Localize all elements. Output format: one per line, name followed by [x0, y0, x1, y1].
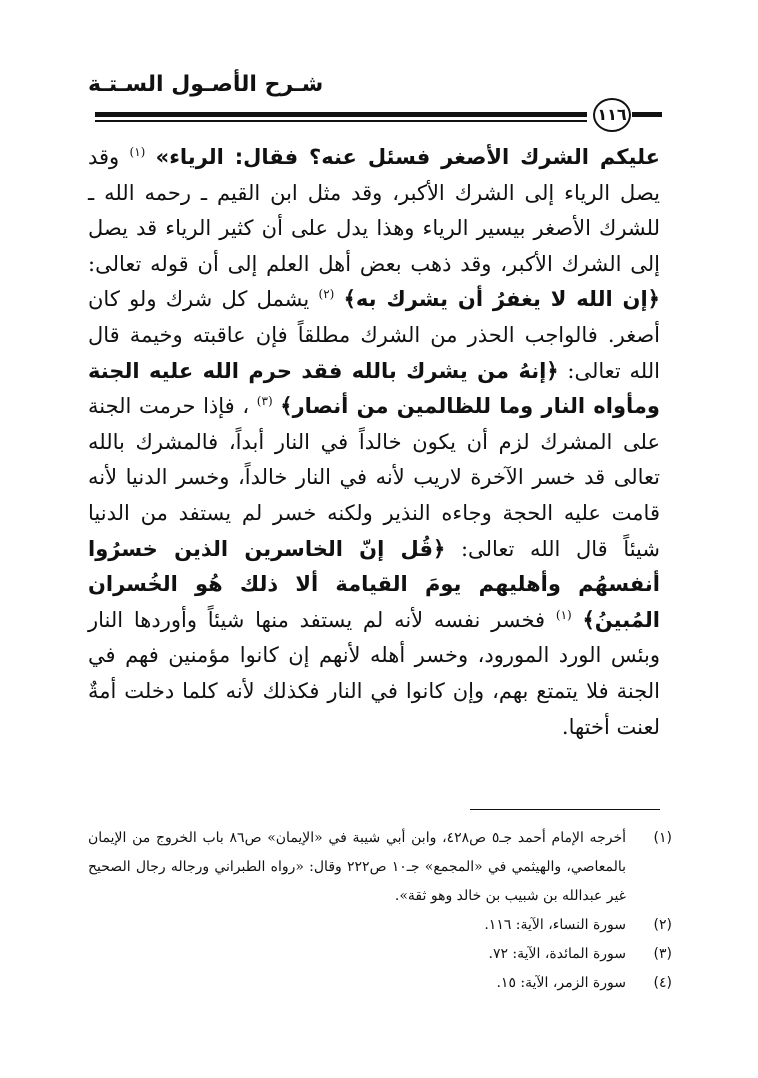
- hadith-text: عليكم الشرك الأصغر فسئل عنه؟ فقال: الرياء»: [155, 145, 660, 169]
- paragraph: [88, 140, 660, 745]
- main-text: [88, 140, 660, 745]
- footnote-ref: (٣): [256, 394, 273, 409]
- quran-verse: ﴿إنهُ من يشرك بالله فقد حرم الله عليه الجنة ومأواه النار وما للظالمين من أنصار﴾: [88, 358, 660, 419]
- footnote-text: سورة المائدة، الآية: ٧٢.: [488, 946, 626, 962]
- running-header-title: شـرح الأصـول السـتـة: [88, 72, 324, 97]
- header-rule-thin: [95, 120, 587, 122]
- footnote-text: سورة النساء، الآية: ١١٦.: [484, 917, 626, 933]
- text-segment: فخسر نفسه لأنه لم يستفد منها شيئاً وأوردها النار وبئس الورد المورود، وخسر أهله لأنهم إن كانوا مؤمنين فهم في الجنة فلا يتمتع بهم، وإن كانوا في النار فكذلك لأنه كلما دخلت أمةٌ لعنت أختها.: [88, 607, 660, 739]
- footnote-text: سورة الزمر، الآية: ١٥.: [496, 975, 626, 991]
- text-segment: يشمل كل شرك ولو كان أصغر. فالواجب الحذر من الشرك مطلقاً فإن عاقبته وخيمة قال الله تعالى:: [88, 287, 660, 383]
- text-segment: وقد يصل الرياء إلى الشرك الأكبر، وقد مثل ابن القيم ـ رحمه الله ـ للشرك الأصغر بيسير الرياء وهذا يدل على أن كثير الرياء قد يصل إلى الشرك الأكبر، وقد ذهب بعض أهل العلم إلى أن قوله تعالى:: [88, 145, 660, 276]
- page-number-tail: [632, 112, 662, 117]
- quran-verse: ﴿إن الله لا يغفرُ أن يشرك به﴾: [343, 287, 660, 312]
- footnotes: [88, 824, 672, 998]
- footnote-ref: (١): [555, 607, 572, 622]
- footnote: [88, 940, 672, 969]
- quran-verse: ﴿قُل إنّ الخاسرين الذين خسرُوا أنفسهُم وأهليهم يومَ القيامة ألا ذلك هُو الخُسران المُبينُ﴾: [88, 536, 660, 632]
- footnote-number: (٤): [653, 975, 672, 991]
- page-number: ١١٦: [593, 98, 631, 132]
- footnote-number: (٣): [653, 946, 672, 962]
- footnote-ref: (٢): [318, 287, 335, 302]
- footnote-ref: (١): [129, 145, 146, 159]
- footnote: [88, 824, 672, 911]
- footnote: [88, 911, 672, 940]
- footnote-number: (١): [653, 830, 672, 846]
- footnote-divider: [470, 809, 660, 810]
- footnote: [88, 969, 672, 998]
- text-segment: ، فإذا حرمت الجنة على المشرك لزم أن يكون خالداً في النار أبداً، فالمشرك بالله تعالى قد خسر الآخرة لاريب لأنه في النار خالداً، وخسر الدنيا لأنه قامت عليه الحجة وجاءه النذير ولكنه خسر لم يستفد من الدنيا شيئاً قال الله تعالى:: [88, 394, 660, 561]
- header-rule: [95, 112, 587, 117]
- footnote-text: أخرجه الإمام أحمد جـ٥ ص٤٢٨، وابن أبي شيبة في «الإيمان» ص٨٦ باب الخروج من الإيمان بالمعاصي، والهيثمي في «المجمع» جـ١٠ ص٢٢٢ وقال: «رواه الطبراني ورجاله رجال الصحيح غير عبدالله بن شبيب بن خالد وهو ثقة».: [88, 830, 626, 904]
- footnote-number: (٢): [653, 917, 672, 933]
